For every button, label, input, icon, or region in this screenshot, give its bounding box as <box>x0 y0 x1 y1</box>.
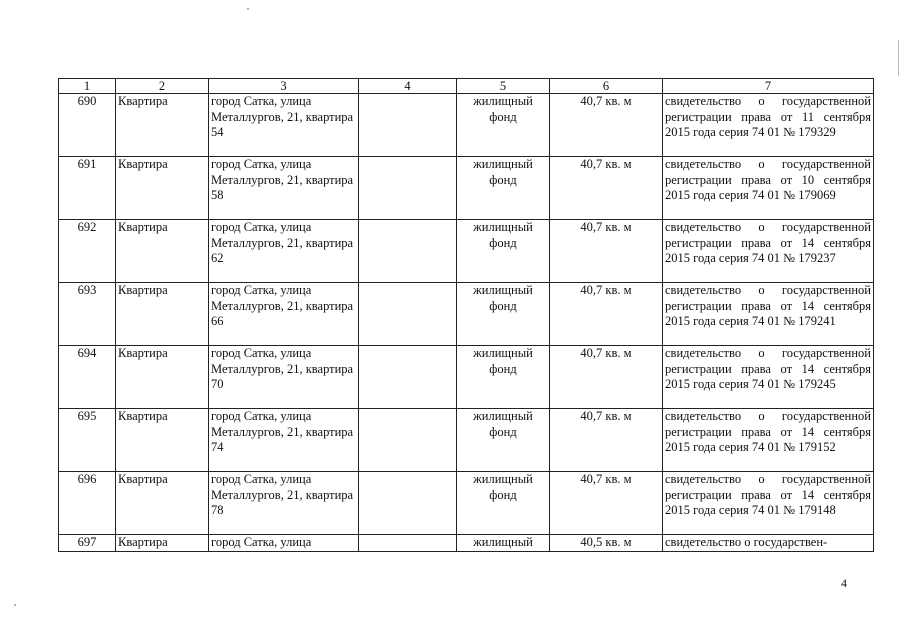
area-cell: 40,7 кв. м <box>550 157 663 220</box>
column-header-2: 2 <box>116 79 209 94</box>
scan-speck <box>14 604 16 606</box>
page-number: 4 <box>841 576 847 590</box>
row-number-cell: 696 <box>59 472 116 535</box>
address-cell: город Сатка, улица <box>209 535 359 552</box>
table-row <box>59 409 874 472</box>
object-type-cell: Квартира <box>116 409 209 472</box>
column-header-4: 4 <box>359 79 457 94</box>
area-cell: 40,5 кв. м <box>550 535 663 552</box>
object-type-cell: Квартира <box>116 346 209 409</box>
area-cell: 40,7 кв. м <box>550 346 663 409</box>
fund-cell: жилищный фонд <box>457 346 550 409</box>
row-number-cell: 694 <box>59 346 116 409</box>
row-number-cell: 693 <box>59 283 116 346</box>
property-registry-table <box>58 78 874 552</box>
registration-document-cell: свидетельство о государственной регистрации права от 14 сентября 2015 года серия 74 01 № 179245 <box>663 346 874 409</box>
object-type-cell: Квартира <box>116 535 209 552</box>
registration-document-cell: свидетельство о государствен- <box>663 535 874 552</box>
column-header-7: 7 <box>663 79 874 94</box>
fund-cell: жилищный фонд <box>457 220 550 283</box>
fund-cell: жилищный фонд <box>457 283 550 346</box>
area-cell: 40,7 кв. м <box>550 472 663 535</box>
scan-edge-mark <box>898 40 899 76</box>
object-type-cell: Квартира <box>116 157 209 220</box>
column-header-6: 6 <box>550 79 663 94</box>
column-4-cell <box>359 94 457 157</box>
registration-document-cell: свидетельство о государственной регистрации права от 14 сентября 2015 года серия 74 01 № 179148 <box>663 472 874 535</box>
area-cell: 40,7 кв. м <box>550 409 663 472</box>
object-type-cell: Квартира <box>116 94 209 157</box>
column-header-1: 1 <box>59 79 116 94</box>
table-row <box>59 472 874 535</box>
address-cell: город Сатка, улица Металлургов, 21, квартира 58 <box>209 157 359 220</box>
row-number-cell: 692 <box>59 220 116 283</box>
registration-document-cell: свидетельство о государственной регистрации права от 14 сентября 2015 года серия 74 01 № 179152 <box>663 409 874 472</box>
column-4-cell <box>359 283 457 346</box>
column-4-cell <box>359 157 457 220</box>
table-row <box>59 157 874 220</box>
row-number-cell: 691 <box>59 157 116 220</box>
registration-document-cell: свидетельство о государственной регистрации права от 10 сентября 2015 года серия 74 01 № 179069 <box>663 157 874 220</box>
table-row <box>59 535 874 552</box>
area-cell: 40,7 кв. м <box>550 283 663 346</box>
table-row <box>59 283 874 346</box>
registration-document-cell: свидетельство о государственной регистрации права от 14 сентября 2015 года серия 74 01 № 179237 <box>663 220 874 283</box>
column-4-cell <box>359 409 457 472</box>
area-cell: 40,7 кв. м <box>550 94 663 157</box>
address-cell: город Сатка, улица Металлургов, 21, квартира 62 <box>209 220 359 283</box>
registration-document-cell: свидетельство о государственной регистрации права от 14 сентября 2015 года серия 74 01 № 179241 <box>663 283 874 346</box>
table-header <box>59 79 874 94</box>
object-type-cell: Квартира <box>116 472 209 535</box>
table-row <box>59 220 874 283</box>
table-body <box>59 94 874 552</box>
column-4-cell <box>359 472 457 535</box>
column-header-5: 5 <box>457 79 550 94</box>
address-cell: город Сатка, улица Металлургов, 21, квартира 54 <box>209 94 359 157</box>
address-cell: город Сатка, улица Металлургов, 21, квартира 66 <box>209 283 359 346</box>
fund-cell: жилищный фонд <box>457 472 550 535</box>
column-header-3: 3 <box>209 79 359 94</box>
table-row <box>59 346 874 409</box>
column-4-cell <box>359 220 457 283</box>
fund-cell: жилищный фонд <box>457 157 550 220</box>
column-4-cell <box>359 535 457 552</box>
registration-document-cell: свидетельство о государственной регистрации права от 11 сентября 2015 года серия 74 01 № 179329 <box>663 94 874 157</box>
address-cell: город Сатка, улица Металлургов, 21, квартира 70 <box>209 346 359 409</box>
fund-cell: жилищный <box>457 535 550 552</box>
column-4-cell <box>359 346 457 409</box>
object-type-cell: Квартира <box>116 220 209 283</box>
address-cell: город Сатка, улица Металлургов, 21, квартира 78 <box>209 472 359 535</box>
area-cell: 40,7 кв. м <box>550 220 663 283</box>
fund-cell: жилищный фонд <box>457 94 550 157</box>
table-row <box>59 94 874 157</box>
scan-speck <box>247 8 249 10</box>
row-number-cell: 697 <box>59 535 116 552</box>
fund-cell: жилищный фонд <box>457 409 550 472</box>
row-number-cell: 695 <box>59 409 116 472</box>
header-row <box>59 79 874 94</box>
row-number-cell: 690 <box>59 94 116 157</box>
address-cell: город Сатка, улица Металлургов, 21, квартира 74 <box>209 409 359 472</box>
object-type-cell: Квартира <box>116 283 209 346</box>
